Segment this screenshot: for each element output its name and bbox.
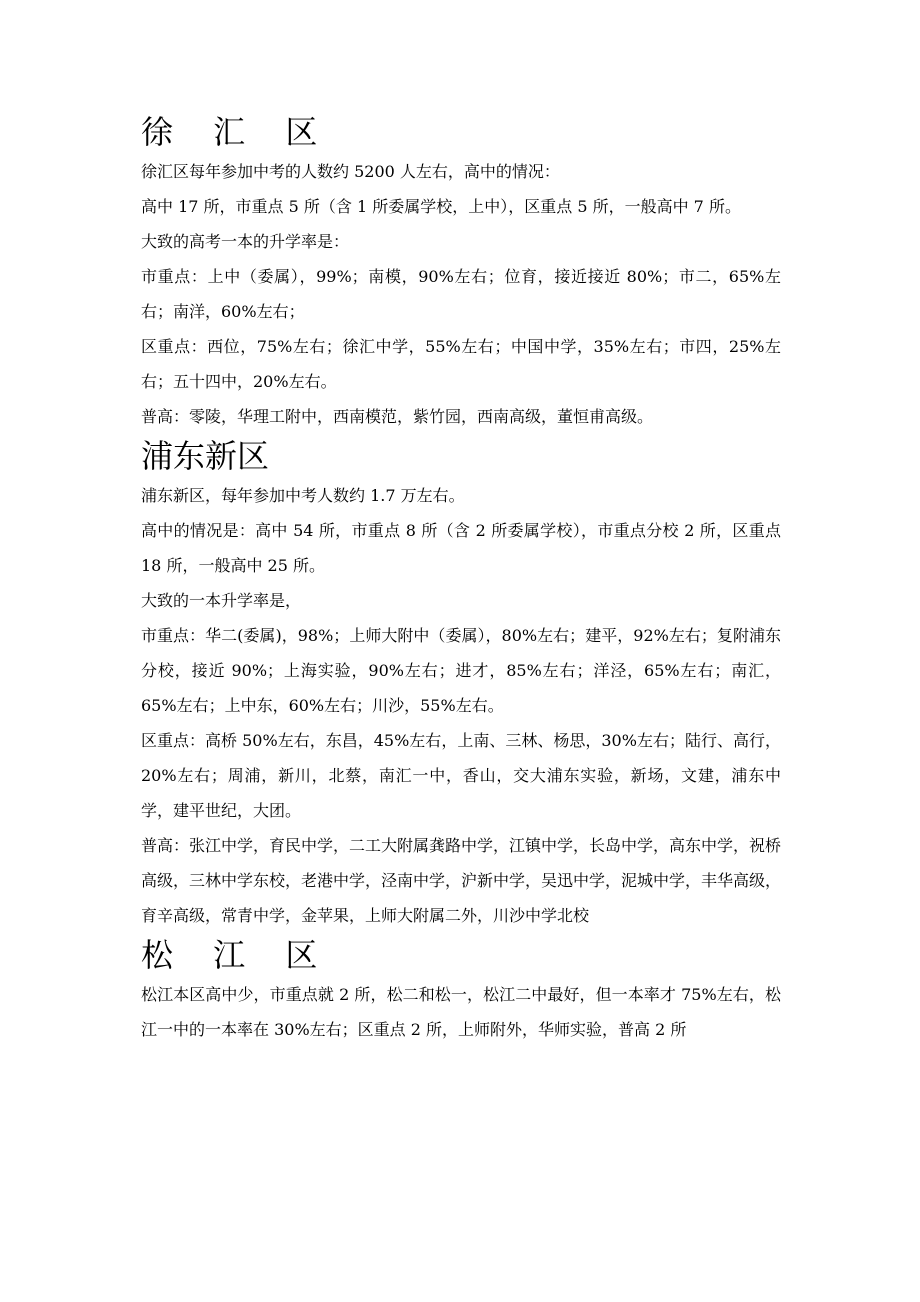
section-title-songjiang: 松 江 区 — [141, 936, 333, 974]
paragraph: 高中的情况是：高中 54 所，市重点 8 所（含 2 所委属学校），市重点分校 2 所，区重点 18 所，一般高中 25 所。 — [141, 521, 781, 575]
paragraph: 松江本区高中少，市重点就 2 所，松二和松一，松江二中最好，但一本率才 75%左右，松江一中的一本率在 30%左右；区重点 2 所，上师附外，华师实验，普高 2 所 — [141, 985, 781, 1039]
document-page — [141, 110, 781, 1047]
paragraph: 市重点：上中（委属），99%；南模，90%左右；位育，接近接近 80%；市二，65%左右；南洋，60%左右； — [141, 267, 781, 321]
paragraph: 徐汇区每年参加中考的人数约 5200 人左右，高中的情况： — [141, 162, 560, 181]
section-title-xuhui: 徐 汇 区 — [141, 113, 333, 151]
paragraph: 普高：零陵，华理工附中，西南模范，紫竹园，西南高级，董恒甫高级。 — [141, 407, 654, 426]
paragraph: 大致的一本升学率是， — [141, 591, 302, 610]
paragraph: 区重点：西位，75%左右；徐汇中学，55%左右；中国中学，35%左右；市四，25%左右；五十四中，20%左右。 — [141, 337, 781, 391]
paragraph: 高中 17 所，市重点 5 所（含 1 所委属学校，上中），区重点 5 所，一般高中 7 所。 — [141, 197, 741, 216]
paragraph: 普高：张江中学，育民中学，二工大附属龚路中学，江镇中学，长岛中学，高东中学，祝桥高级，三林中学东校，老港中学，泾南中学，沪新中学，吴迅中学，泥城中学，丰华高级，育辛高级，常青中学，金苹果，上师大附属二外，川沙中学北校 — [141, 836, 782, 925]
paragraph: 市重点：华二(委属)，98%；上师大附中（委属），80%左右；建平，92%左右；复附浦东分校，接近 90%；上海实验，90%左右；进才，85%左右；洋泾，65%左右；南汇，65%左右；上中东，60%左右；川沙，55%左右。 — [141, 626, 781, 715]
paragraph: 区重点：高桥 50%左右，东昌，45%左右，上南、三林、杨思，30%左右；陆行、高行，20%左右；周浦，新川，北蔡，南汇一中，香山，交大浦东实验，新场，文建，浦东中学，建平世纪，大团。 — [141, 731, 781, 820]
paragraph: 浦东新区，每年参加中考人数约 1.7 万左右。 — [141, 486, 465, 505]
section-title-pudong: 浦东新区 — [141, 437, 270, 475]
paragraph: 大致的高考一本的升学率是： — [141, 232, 350, 251]
